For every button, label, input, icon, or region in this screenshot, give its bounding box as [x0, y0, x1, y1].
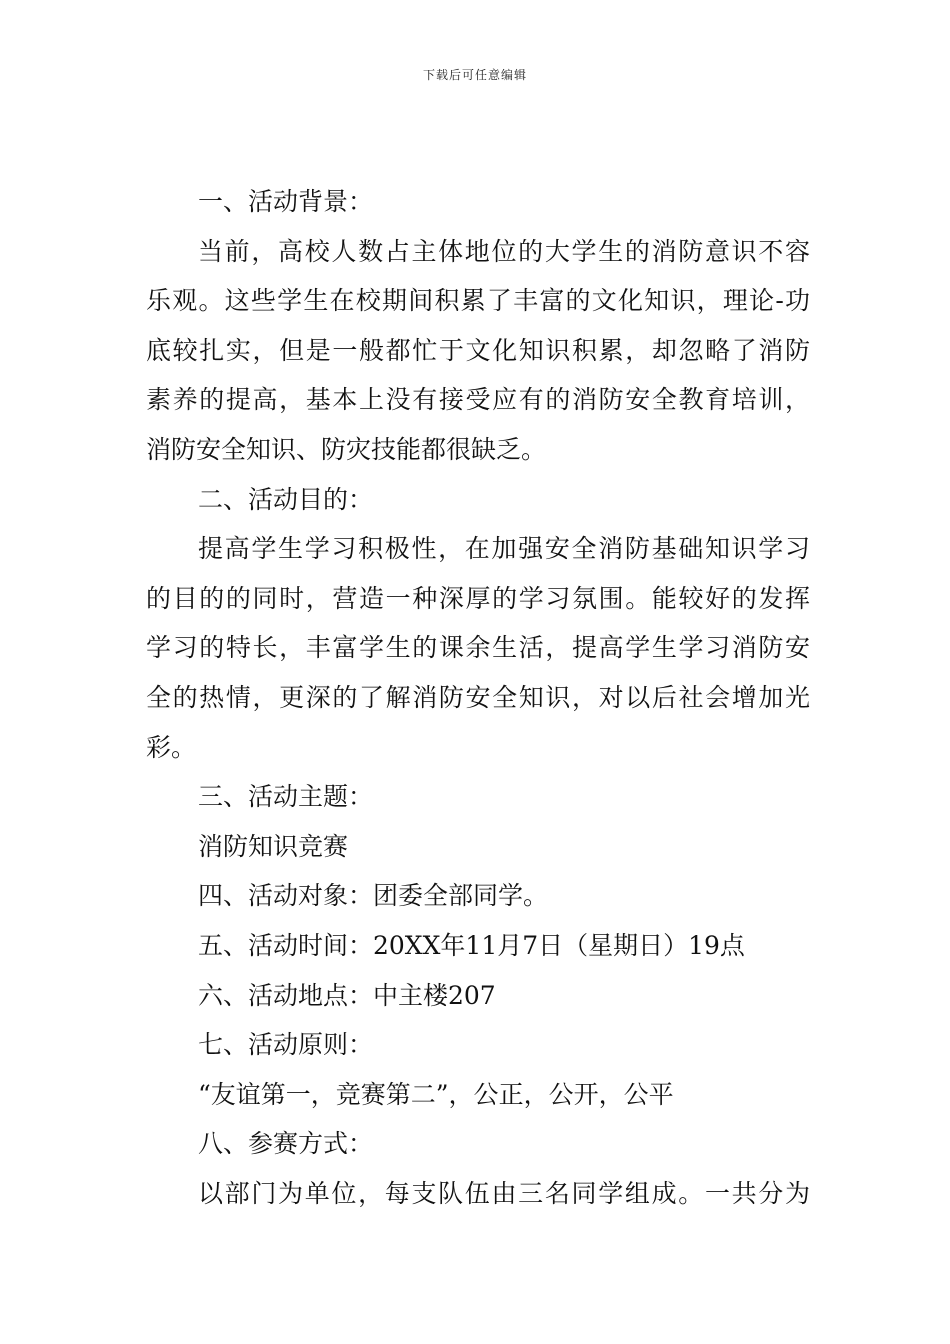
text-line: 七、活动原则：: [198, 1030, 374, 1060]
text-line: 三、活动主题：: [198, 782, 374, 812]
text-line: 全的热情，更深的了解消防安全知识，对以后社会增加光: [146, 682, 810, 712]
text-line: 提高学生学习积极性，在加强安全消防基础知识学习: [198, 534, 810, 564]
text-line: 的目的的同时，营造一种深厚的学习氛围。能较好的发挥: [146, 583, 810, 613]
text-line: 素养的提高，基本上没有接受应有的消防安全教育培训，: [146, 385, 810, 415]
text-line: 学习的特长，丰富学生的课余生活，提高学生学习消防安: [146, 633, 810, 663]
text-line: 乐观。这些学生在校期间积累了丰富的文化知识，理论-功: [146, 286, 810, 316]
text-line: 以部门为单位，每支队伍由三名同学组成。一共分为: [198, 1178, 810, 1208]
text-line: “友谊第一，竞赛第二”，公正，公开，公平: [198, 1079, 674, 1109]
document-body: [146, 177, 810, 1218]
text-line: 底较扎实，但是一般都忙于文化知识积累，却忽略了消防: [146, 335, 810, 365]
page-header: 下载后可任意编辑: [422, 68, 527, 82]
text-line: 彩。: [146, 732, 197, 762]
text-line: 六、活动地点：中主楼207: [198, 980, 496, 1010]
text-line: 五、活动时间：20XX年11月7日（星期日）19点: [198, 930, 745, 960]
text-line: 消防知识竞赛: [198, 831, 349, 861]
text-line: 八、参赛方式：: [198, 1129, 374, 1159]
text-line: 消防安全知识、防灾技能都很缺乏。: [146, 434, 547, 464]
text-line: 四、活动对象：团委全部同学。: [198, 881, 549, 911]
text-line: 二、活动目的：: [198, 484, 374, 514]
text-line: 当前，高校人数占主体地位的大学生的消防意识不容: [198, 236, 810, 266]
text-line: 一、活动背景：: [198, 187, 374, 216]
